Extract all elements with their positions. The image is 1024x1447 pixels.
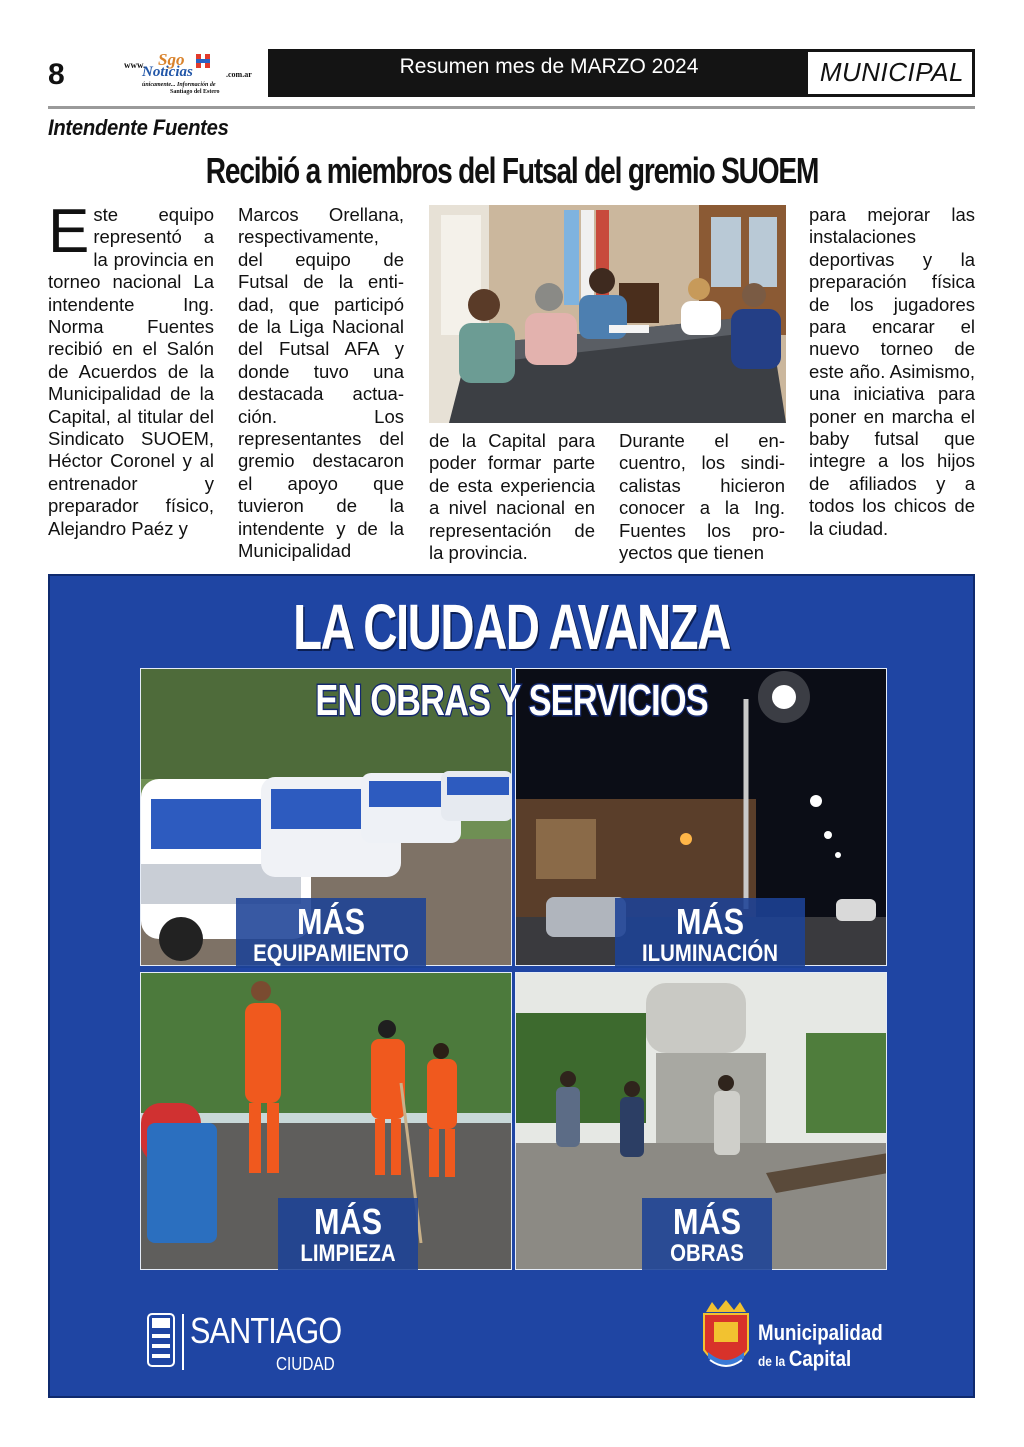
logo-www: www. [124, 60, 146, 70]
article-headline: Recibió a miembros del Futsal del gremio SUOEM [205, 150, 819, 191]
logo-tagline-region: Santiago del Estero [170, 89, 220, 95]
label-mas: MÁS [676, 901, 744, 942]
logo-domain: .com.ar [226, 70, 252, 79]
coat-of-arms-icon [700, 1298, 752, 1382]
label-text: ILUMINACIÓN [642, 940, 778, 967]
label-obras [642, 1198, 772, 1270]
de-la-text: de la [758, 1353, 786, 1369]
header-rule [48, 106, 975, 109]
article-column-1 [48, 197, 214, 564]
section-label: MUNICIPAL [819, 57, 964, 87]
municipal-advertisement [48, 574, 975, 1398]
section-tab [808, 49, 975, 97]
label-mas: MÁS [673, 1201, 741, 1242]
label-text: OBRAS [670, 1240, 744, 1267]
drop-cap: E [48, 197, 90, 266]
article-kicker: Intendente Fuentes [48, 115, 229, 140]
ad-subtitle: EN OBRAS Y SERVICIOS [315, 676, 708, 725]
santiago-name: SANTIAGO [190, 1310, 342, 1351]
label-mas: MÁS [314, 1201, 382, 1242]
logo-sgo: Sgo [158, 50, 185, 69]
flag-icon [196, 54, 210, 68]
municipalidad-name: Municipalidad [758, 1320, 883, 1345]
column-1-text: ste equipo representó a la provincia en torneo nacional La intendente Ing. Norma Fuentes recibió en el Salón de Acuerdos de la Municipalidad de la Capital, al titular del Sindicato SUOEM, Héctor Coronel y al entrenador y preparador físico, Alejandro Paéz y [48, 204, 214, 539]
article-column-4: Durante el encuentro, los sindicalistas hicieron conocer a la Ing. Fuentes los proyectos que tienen [619, 430, 785, 564]
ad-title: LA CIUDAD AVANZA [293, 591, 730, 663]
ad-subtitle-wrap [50, 676, 973, 726]
santiago-ciudad-logo [146, 1310, 346, 1376]
page-number: 8 [48, 58, 65, 91]
article-column-5: para mejorar las instalaciones deportivas y la preparación física de los jugadores para encarar el nuevo torneo de este año. Asimismo, una iniciativa para poner en marcha el baby futsal que integre a los hijos de afiliados y a todos los chicos de la ciudad. [809, 204, 975, 539]
municipalidad-capital-logo [700, 1298, 940, 1382]
meeting-photo [429, 205, 786, 423]
header-bar [268, 49, 975, 97]
capital-text: Capital [788, 1346, 852, 1371]
label-mas: MÁS [297, 901, 365, 942]
label-text: EQUIPAMIENTO [253, 940, 409, 967]
label-iluminacion [615, 898, 805, 968]
issue-title: Resumen mes de MARZO 2024 [399, 55, 699, 78]
logo-tagline: únicamente... Información de [142, 82, 216, 88]
label-text: LIMPIEZA [300, 1240, 396, 1267]
article-column-2: Marcos Orellana, respectivamente, del equipo de Futsal de la entidad, que participó de la Liga Nacional del Futsal AFA y donde tuvo una destacada actuación. Los representantes del gremio destacaron el apoyo que tuvieron de la intendente y de la Municipalidad [238, 204, 404, 562]
santiago-emblem-icon [146, 1310, 176, 1370]
label-limpieza [278, 1198, 418, 1270]
label-equipamiento [236, 898, 426, 968]
santiago-subtitle: CIUDAD [276, 1354, 335, 1374]
logo-noticias: Noticias [142, 64, 193, 80]
sgo-noticias-logo [124, 52, 264, 96]
municipalidad-subtitle [758, 1346, 851, 1372]
article-column-3: de la Capital para poder formar parte de esta experiencia a nivel nacional en representación de la provincia. [429, 430, 595, 564]
